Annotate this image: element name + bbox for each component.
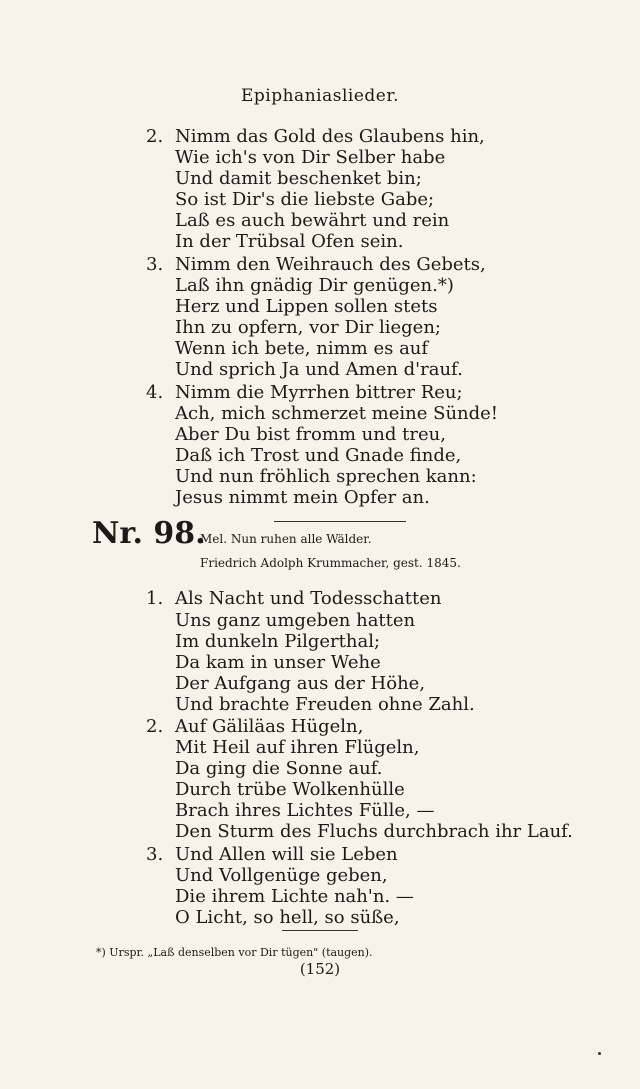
- footnote-rule: [282, 930, 358, 931]
- verse-line: Der Aufgang aus der Höhe,: [175, 673, 426, 694]
- verse-line: Nimm den Weihrauch des Gebets,: [175, 254, 486, 275]
- stanza-number: 3.: [146, 254, 164, 275]
- stanza-number: 2.: [146, 716, 164, 737]
- verse-line: Wenn ich bete, nimm es auf: [175, 338, 429, 359]
- paper-speck: [598, 1052, 601, 1055]
- verse-line: Wie ich's von Dir Selber habe: [175, 147, 446, 168]
- verse-line: Aber Du bist fromm und treu,: [175, 424, 446, 445]
- verse-line: In der Trübsal Ofen sein.: [175, 231, 404, 252]
- footnote: *) Urspr. „Laß denselben vor Dir tügen" (taugen).: [96, 946, 373, 959]
- verse-line: Und damit beschenket bin;: [175, 168, 422, 189]
- verse-line: O Licht, so hell, so süße,: [175, 907, 400, 928]
- verse-line: Nimm das Gold des Glaubens hin,: [175, 126, 485, 147]
- verse-line: Da kam in unser Wehe: [175, 652, 381, 673]
- verse-line: Und Allen will sie Leben: [175, 844, 398, 865]
- verse-line: Und sprich Ja und Amen d'rauf.: [175, 359, 463, 380]
- stanza-number: 4.: [146, 382, 164, 403]
- verse-line: Den Sturm des Fluchs durchbrach ihr Lauf.: [175, 821, 573, 842]
- verse-line: Da ging die Sonne auf.: [175, 758, 383, 779]
- verse-line: Ihn zu opfern, vor Dir liegen;: [175, 317, 441, 338]
- stanza-number: 3.: [146, 844, 164, 865]
- verse-line: Daß ich Trost und Gnade finde,: [175, 445, 462, 466]
- verse-line: Laß ihn gnädig Dir genügen.*): [175, 275, 454, 296]
- verse-line: Uns ganz umgeben hatten: [175, 610, 416, 631]
- verse-line: Die ihrem Lichte nah'n. —: [175, 886, 414, 907]
- verse-line: So ist Dir's die liebste Gabe;: [175, 189, 435, 210]
- author-line: Friedrich Adolph Krummacher, gest. 1845.: [200, 556, 461, 570]
- verse-line: Jesus nimmt mein Opfer an.: [175, 487, 430, 508]
- verse-line: Im dunkeln Pilgerthal;: [175, 631, 381, 652]
- verse-line: Nimm die Myrrhen bittrer Reu;: [175, 382, 463, 403]
- verse-line: Durch trübe Wolkenhülle: [175, 779, 405, 800]
- heading-rule: [274, 521, 406, 522]
- verse-line: Ach, mich schmerzet meine Sünde!: [175, 403, 499, 424]
- verse-line: Auf Gäliläas Hügeln,: [175, 716, 364, 737]
- stanza-number: 1.: [146, 588, 164, 609]
- hymn-number: Nr. 98.: [92, 516, 206, 551]
- stanza-number: 2.: [146, 126, 164, 147]
- verse-line: Und nun fröhlich sprechen kann:: [175, 466, 477, 487]
- verse-line: Als Nacht und Todesschatten: [175, 588, 442, 609]
- melody-line: Mel. Nun ruhen alle Wälder.: [200, 532, 372, 546]
- verse-line: Laß es auch bewährt und rein: [175, 210, 450, 231]
- verse-line: Und brachte Freuden ohne Zahl.: [175, 694, 475, 715]
- verse-line: Brach ihres Lichtes Fülle, —: [175, 800, 435, 821]
- page-number: (152): [299, 960, 341, 978]
- running-header: Epiphaniaslieder.: [241, 86, 399, 106]
- verse-line: Mit Heil auf ihren Flügeln,: [175, 737, 420, 758]
- verse-line: Und Vollgenüge geben,: [175, 865, 388, 886]
- verse-line: Herz und Lippen sollen stets: [175, 296, 438, 317]
